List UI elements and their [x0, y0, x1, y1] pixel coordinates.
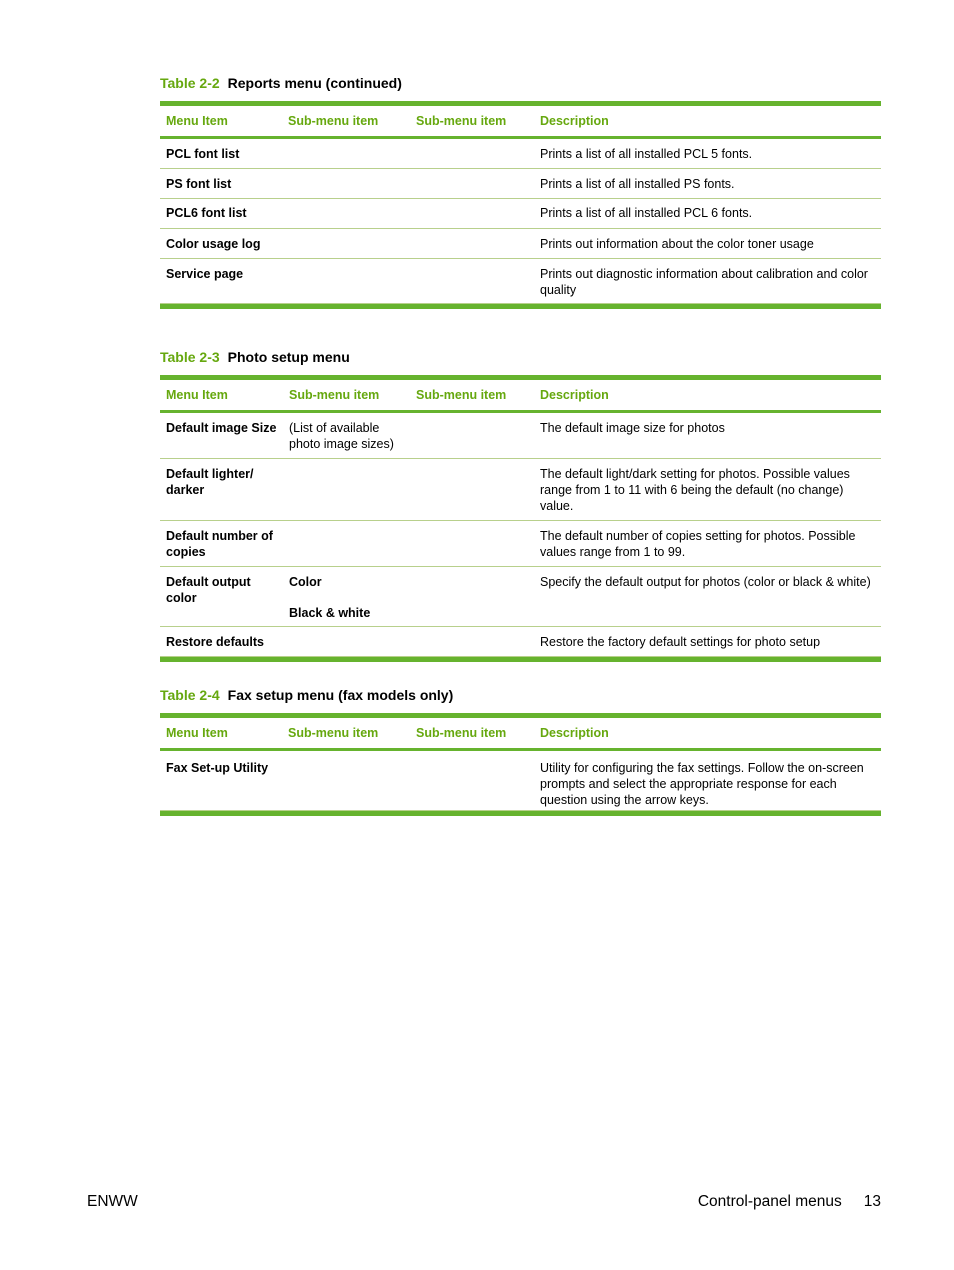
- header-menu-item: Menu Item: [166, 388, 228, 402]
- table-2-3: [160, 349, 881, 662]
- table-header-row: [160, 380, 881, 413]
- table-title: Fax setup menu (fax models only): [227, 687, 454, 703]
- header-sub-menu-item: Sub-menu item: [288, 114, 379, 128]
- table-row: [160, 259, 881, 304]
- cell-menu: Fax Set-up Utility: [166, 761, 269, 775]
- cell-menu: Default number of copies: [166, 529, 273, 559]
- cell-desc: The default image size for photos: [540, 421, 725, 435]
- cell-sub2: [410, 528, 534, 566]
- cell-sub1: [282, 146, 410, 168]
- header-menu-item: Menu Item: [166, 114, 228, 128]
- cell-sub2: [410, 176, 534, 198]
- table-bottom-rule: [160, 304, 881, 309]
- header-sub-menu-item-2: Sub-menu item: [416, 114, 507, 128]
- cell-desc: The default number of copies setting for photos. Possible values range from 1 to 99.: [540, 529, 856, 559]
- cell-sub2: [410, 236, 534, 258]
- header-description: Description: [540, 114, 609, 128]
- cell-sub1: [283, 528, 410, 566]
- cell-sub1: [282, 266, 410, 303]
- cell-menu: Restore defaults: [166, 635, 264, 649]
- table-2-4: [160, 687, 881, 816]
- cell-desc: Prints a list of all installed PS fonts.: [540, 177, 735, 191]
- cell-desc: The default light/dark setting for photos. Possible values range from 1 to 11 with 6 being the default (no change) value.: [540, 467, 850, 513]
- header-description: Description: [540, 726, 609, 740]
- table-caption: [160, 349, 881, 365]
- table-2-2: [160, 75, 881, 309]
- table-row: [160, 459, 881, 521]
- cell-sub1: [282, 236, 410, 258]
- table-caption: [160, 75, 881, 91]
- footer-right: [698, 1193, 881, 1211]
- cell-sub1: [282, 205, 410, 228]
- cell-sub1: [283, 466, 410, 520]
- table-row: [160, 627, 881, 657]
- cell-desc: Prints a list of all installed PCL 6 fonts.: [540, 206, 753, 220]
- table-row: [160, 521, 881, 567]
- cell-desc: Prints a list of all installed PCL 5 fonts.: [540, 147, 753, 161]
- cell-menu: Default lighter/ darker: [166, 467, 254, 497]
- cell-sub2: [410, 146, 534, 168]
- table-row: [160, 199, 881, 229]
- cell-sub2: [410, 574, 534, 626]
- table-title: Photo setup menu: [227, 349, 350, 365]
- cell-sub2: [410, 266, 534, 303]
- header-description: Description: [540, 388, 609, 402]
- cell-menu: Color usage log: [166, 237, 261, 251]
- table-caption: [160, 687, 881, 703]
- table-row: [160, 169, 881, 199]
- table-bottom-rule: [160, 657, 881, 662]
- table-row: [160, 229, 881, 259]
- cell-desc: Restore the factory default settings for photo setup: [540, 635, 821, 649]
- cell-menu: Service page: [166, 267, 244, 281]
- table-header-row: [160, 106, 881, 139]
- table-bottom-rule: [160, 811, 881, 816]
- cell-sub1: (List of available photo image sizes): [289, 421, 394, 451]
- cell-desc: Prints out diagnostic information about calibration and color quality: [540, 267, 868, 297]
- cell-sub2: [410, 634, 534, 656]
- header-menu-item: Menu Item: [166, 726, 228, 740]
- table-number: Table 2-4: [160, 687, 220, 703]
- footer-left-label: ENWW: [87, 1193, 138, 1210]
- sub-option-black-white: Black & white: [289, 606, 371, 620]
- table-title: Reports menu (continued): [227, 75, 402, 91]
- table-row: [160, 567, 881, 627]
- cell-sub1: [282, 176, 410, 198]
- cell-sub2: [410, 205, 534, 228]
- cell-desc: Specify the default output for photos (color or black & white): [540, 575, 871, 589]
- cell-menu: Default output color: [166, 575, 251, 605]
- cell-sub1: [283, 574, 410, 626]
- table-number: Table 2-2: [160, 75, 220, 91]
- page-number: 13: [863, 1193, 881, 1210]
- cell-sub2: [410, 466, 534, 520]
- cell-menu: PS font list: [166, 177, 232, 191]
- cell-menu: Default image Size: [166, 421, 277, 435]
- header-sub-menu-item: Sub-menu item: [289, 388, 380, 402]
- table-row: [160, 139, 881, 169]
- cell-menu: PCL6 font list: [166, 206, 247, 220]
- cell-sub2: [410, 420, 534, 458]
- sub-option-color: Color: [289, 575, 322, 589]
- header-sub-menu-item-2: Sub-menu item: [416, 388, 507, 402]
- cell-sub1: [283, 634, 410, 656]
- header-sub-menu-item-2: Sub-menu item: [416, 726, 507, 740]
- table-number: Table 2-3: [160, 349, 220, 365]
- cell-desc: Prints out information about the color toner usage: [540, 237, 814, 251]
- table-row: [160, 751, 881, 811]
- cell-sub2: [410, 760, 534, 810]
- cell-desc: Utility for configuring the fax settings. Follow the on-screen prompts and select the appropriate response for each question using the arrow keys.: [540, 761, 864, 807]
- table-header-row: [160, 718, 881, 751]
- footer-section-title: Control-panel menus: [697, 1193, 842, 1210]
- table-row: [160, 413, 881, 459]
- cell-menu: PCL font list: [166, 147, 240, 161]
- header-sub-menu-item: Sub-menu item: [288, 726, 379, 740]
